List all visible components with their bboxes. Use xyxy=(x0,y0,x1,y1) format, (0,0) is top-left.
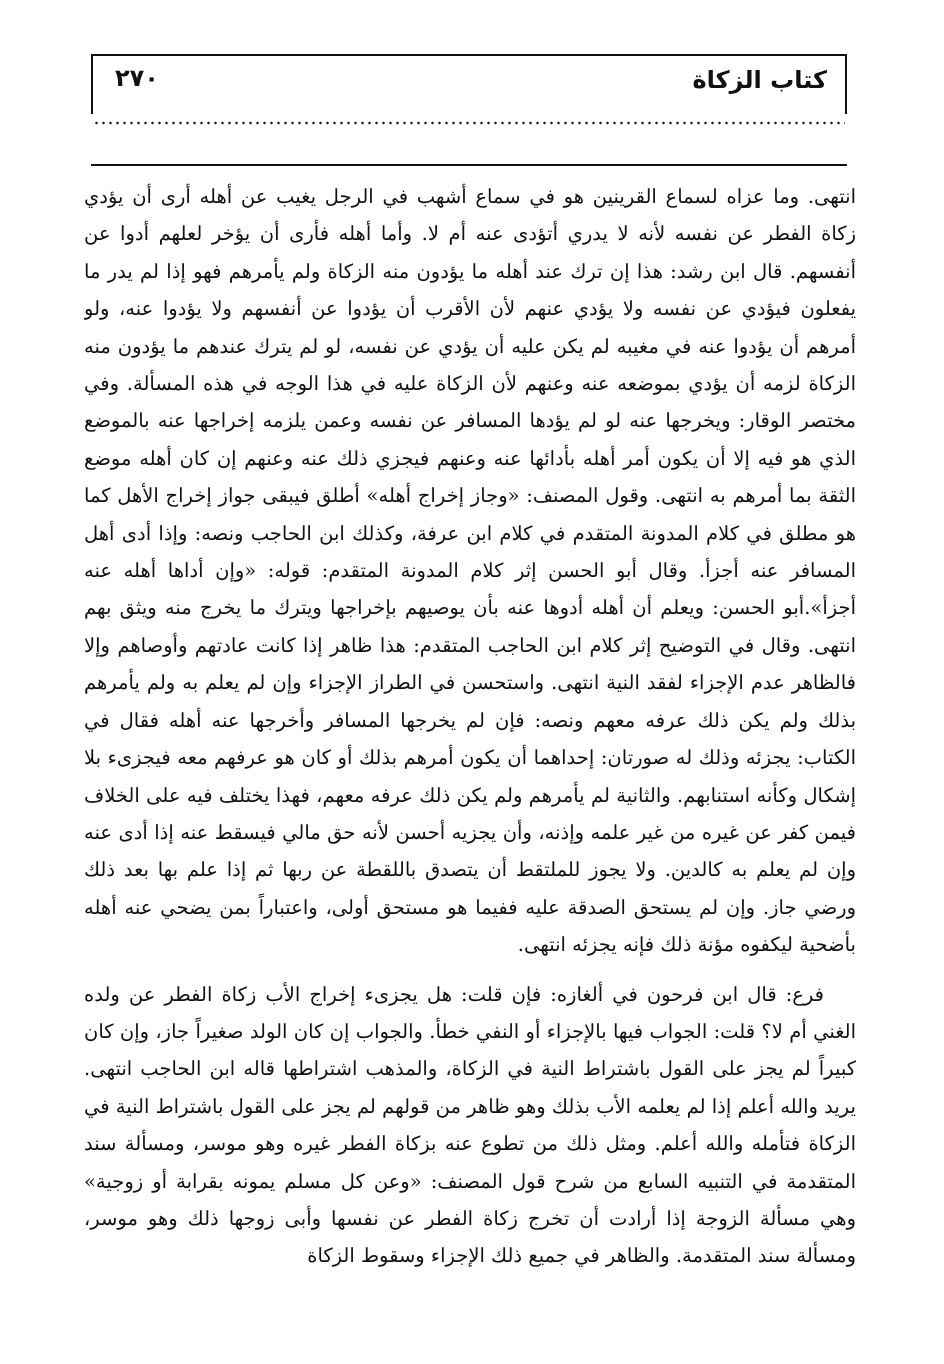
page-header xyxy=(91,54,847,114)
dotted-separator xyxy=(93,120,845,126)
body-text xyxy=(84,178,856,1358)
header-rule xyxy=(91,164,847,166)
running-title: كتاب الزكاة xyxy=(692,66,827,94)
page-number: ٢٧٠ xyxy=(115,64,159,92)
paragraph: فرع: قال ابن فرحون في ألغازه: فإن قلت: هل يجزىء إخراج الأب زكاة الفطر عن ولده الغني أم لا؟ قلت: الجواب فيها بالإجزاء أو النفي خطأ. والجواب إن كان الولد صغيراً جاز، وإن كان كبيراً لم يجز على القول باشتراط النية في الزكاة، والمذهب اشتراطها قاله ابن الحاجب انتهى. يريد والله أعلم إذا لم يعلمه الأب بذلك وهو ظاهر من قولهم لم يجز على القول باشتراط النية في الزكاة فتأمله والله أعلم. ومثل ذلك من تطوع عنه بزكاة الفطر غيره وهو موسر، ومسألة سند المتقدمة في التنبيه السابع من شرح قول المصنف: «وعن كل مسلم يمونه بقرابة أو زوجية» وهي مسألة الزوجة إذا أرادت أن تخرج زكاة الفطر عن نفسها وأبى زوجها ذلك وهو موسر، ومسألة سند المتقدمة. والظاهر في جميع ذلك الإجزاء وسقوط الزكاة xyxy=(84,982,856,1268)
paragraph: انتهى. وما عزاه لسماع القرينين هو في سماع أشهب في الرجل يغيب عن أهله أرى أن يؤدي زكاة الفطر عن نفسه لأنه لا يدري أتؤدى عنه أم لا. وأما أهله فأرى أن يؤخر لعلهم أدوا عن أنفسهم. قال ابن رشد: هذا إن ترك عند أهله ما يؤدون منه الزكاة ولم يأمرهم فهو إذا لم يدر ما يفعلون فيؤدي عن نفسه ولا يؤدي عنهم لأن الأقرب أن يؤدوا عن أنفسهم ولا يؤدوا عنه، ولو أمرهم أن يؤدوا عنه في مغيبه لم يكن عليه أن يؤدي عن نفسه، لو لم يترك عندهم ما يؤدون منه الزكاة لزمه أن يؤدي بموضعه عنه وعنهم لأن الزكاة عليه في هذا الوجه في هذه المسألة. وفي مختصر الوقار: ويخرجها عنه لو لم يؤدها المسافر عن نفسه وعمن يلزمه إخراجها عنه بالموضع الذي هو فيه إلا أن يكون أمر أهله بأدائها عنه وعنهم فيجزي ذلك عنه وعنهم إن كان أهله موضع الثقة بما أمرهم به انتهى. وقول المصنف: «وجاز إخراج أهله» أطلق فيبقى جواز إخراج الأهل كما هو مطلق في كلام المدونة المتقدم في كلام ابن عرفة، وكذلك ابن الحاجب ونصه: وإذا أدى أهل المسافر عنه أجزأ. وقال أبو الحسن إثر كلام المدونة المتقدم: قوله: «وإن أداها أهله عنه أجزأ».أبو الحسن: ويعلم أن أهله أدوها عنه بأن يوصيهم بإخراجها ويترك ما يخرج منه ويثق بهم انتهى. وقال في التوضيح إثر كلام ابن الحاجب المتقدم: هذا ظاهر إذا كانت عادتهم وأوصاهم وإلا فالظاهر عدم الإجزاء لفقد النية انتهى. واستحسن في الطراز الإجزاء وإن لم يعلم به ولم يأمرهم بذلك ولم يكن ذلك عرفه معهم ونصه: فإن لم يخرجها المسافر وأخرجها عنه أهله فقال في الكتاب: يجزئه وذلك له صورتان: إحداهما أن يكون أمرهم بذلك أو كان هو عرفهم معه فيجزىء بلا إشكال وكأنه استنابهم. والثانية لم يأمرهم ولم يكن ذلك عرفه معهم، فهذا يختلف فيه على الخلاف فيمن كفر عن غيره من غير علمه وإذنه، وأن يجزيه أحسن لأنه حق مالي فيسقط عنه إذا أدى عنه وإن لم يعلم به كالدين. ولا يجوز للملتقط أن يتصدق باللقطة عن ربها ثم إذا علم بها بعد ذلك ورضي جاز. وإن لم يستحق الصدقة عليه ففيما هو مستحق أولى، واعتباراً بمن يضحي عنه أهله بأضحية ليكفوه مؤنة ذلك فإنه يجزئه انتهى. xyxy=(84,185,856,957)
